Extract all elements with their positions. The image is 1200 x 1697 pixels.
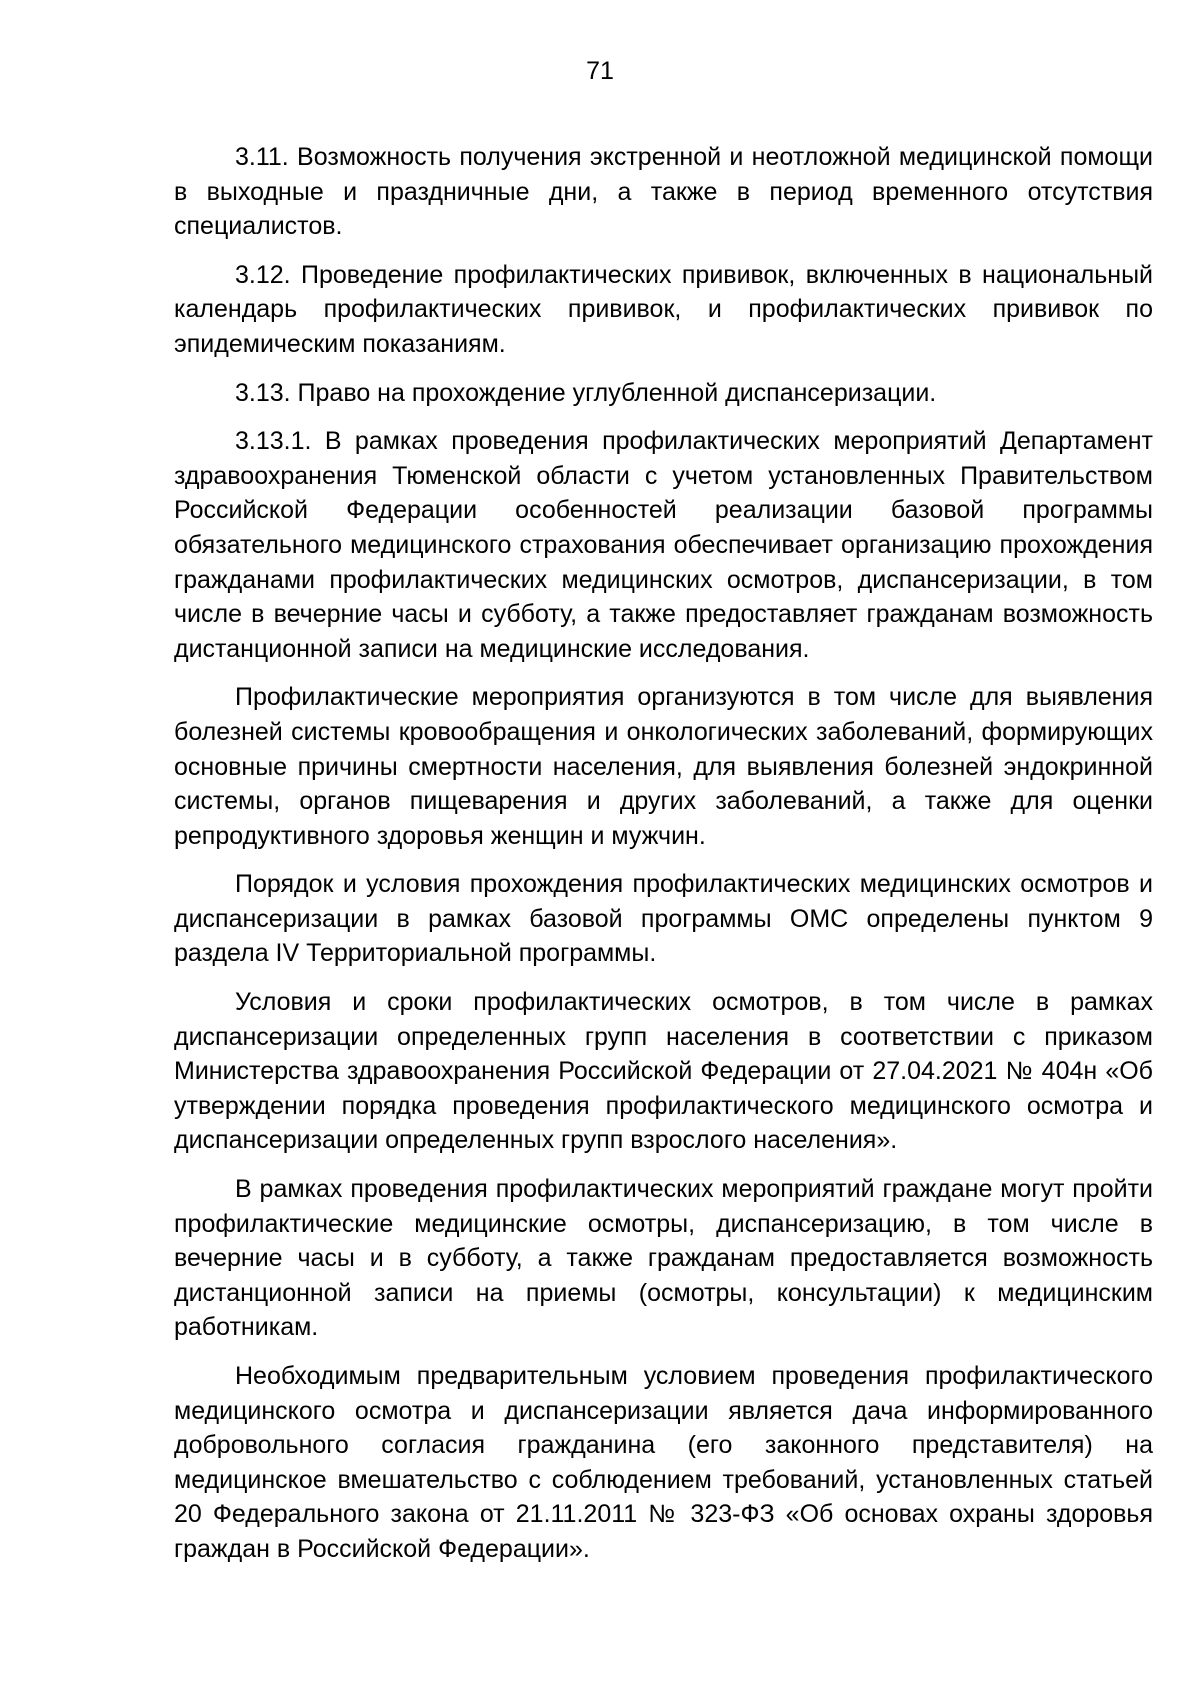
paragraph-citizens: В рамках проведения профилактических мероприятий граждане могут пройти профилактические медицинские осмотры, диспансеризацию, в том числе в вечерние часы и в субботу, а также гражданам предоставляется возможность дистанционной записи на приемы (осмотры, консультации) к медицинским работникам. (174, 1175, 1153, 1342)
page-number: 71 (586, 57, 614, 85)
document-body (174, 140, 1153, 1581)
paragraph-conditions: Условия и сроки профилактических осмотров, в том числе в рамках диспансеризации определенных групп населения в соответствии с приказом Министерства здравоохранения Российской Федерации от 27.04.2021 № 404н «Об утверждении порядка проведения профилактического медицинского осмотра и диспансеризации определенных групп взрослого населения». (174, 988, 1153, 1155)
paragraph-3-13-1: 3.13.1. В рамках проведения профилактических мероприятий Департамент здравоохранения Тюменской области с учетом установленных Правительством Российской Федерации особенностей реализации базовой программы обязательного медицинского страхования обеспечивает организацию прохождения гражданами профилактических медицинских осмотров, диспансеризации, в том числе в вечерние часы и субботу, а также предоставляет гражданам возможность дистанционной записи на медицинские исследования. (174, 427, 1153, 663)
paragraph-consent: Необходимым предварительным условием проведения профилактического медицинского осмотра и диспансеризации является дача информированного добровольного согласия гражданина (его законного представителя) на медицинское вмешательство с соблюдением требований, установленных статьей 20 Федерального закона от 21.11.2011 № 323-ФЗ «Об основах охраны здоровья граждан в Российской Федерации». (174, 1362, 1153, 1563)
paragraph-3-13: 3.13. Право на прохождение углубленной диспансеризации. (235, 378, 937, 407)
paragraph-3-12: 3.12. Проведение профилактических прививок, включенных в национальный календарь профилактических прививок, и профилактических прививок по эпидемическим показаниям. (174, 260, 1153, 358)
paragraph-3-11: 3.11. Возможность получения экстренной и неотложной медицинской помощи в выходные и праздничные дни, а также в период временного отсутствия специалистов. (174, 143, 1153, 241)
paragraph-preventive-measures: Профилактические мероприятия организуются в том числе для выявления болезней системы кровообращения и онкологических заболеваний, формирующих основные причины смертности населения, для выявления болезней эндокринной системы, органов пищеварения и других заболеваний, а также для оценки репродуктивного здоровья женщин и мужчин. (174, 683, 1153, 850)
paragraph-procedure: Порядок и условия прохождения профилактических медицинских осмотров и диспансеризации в рамках базовой программы ОМС определены пунктом 9 раздела IV Территориальной программы. (174, 870, 1153, 968)
